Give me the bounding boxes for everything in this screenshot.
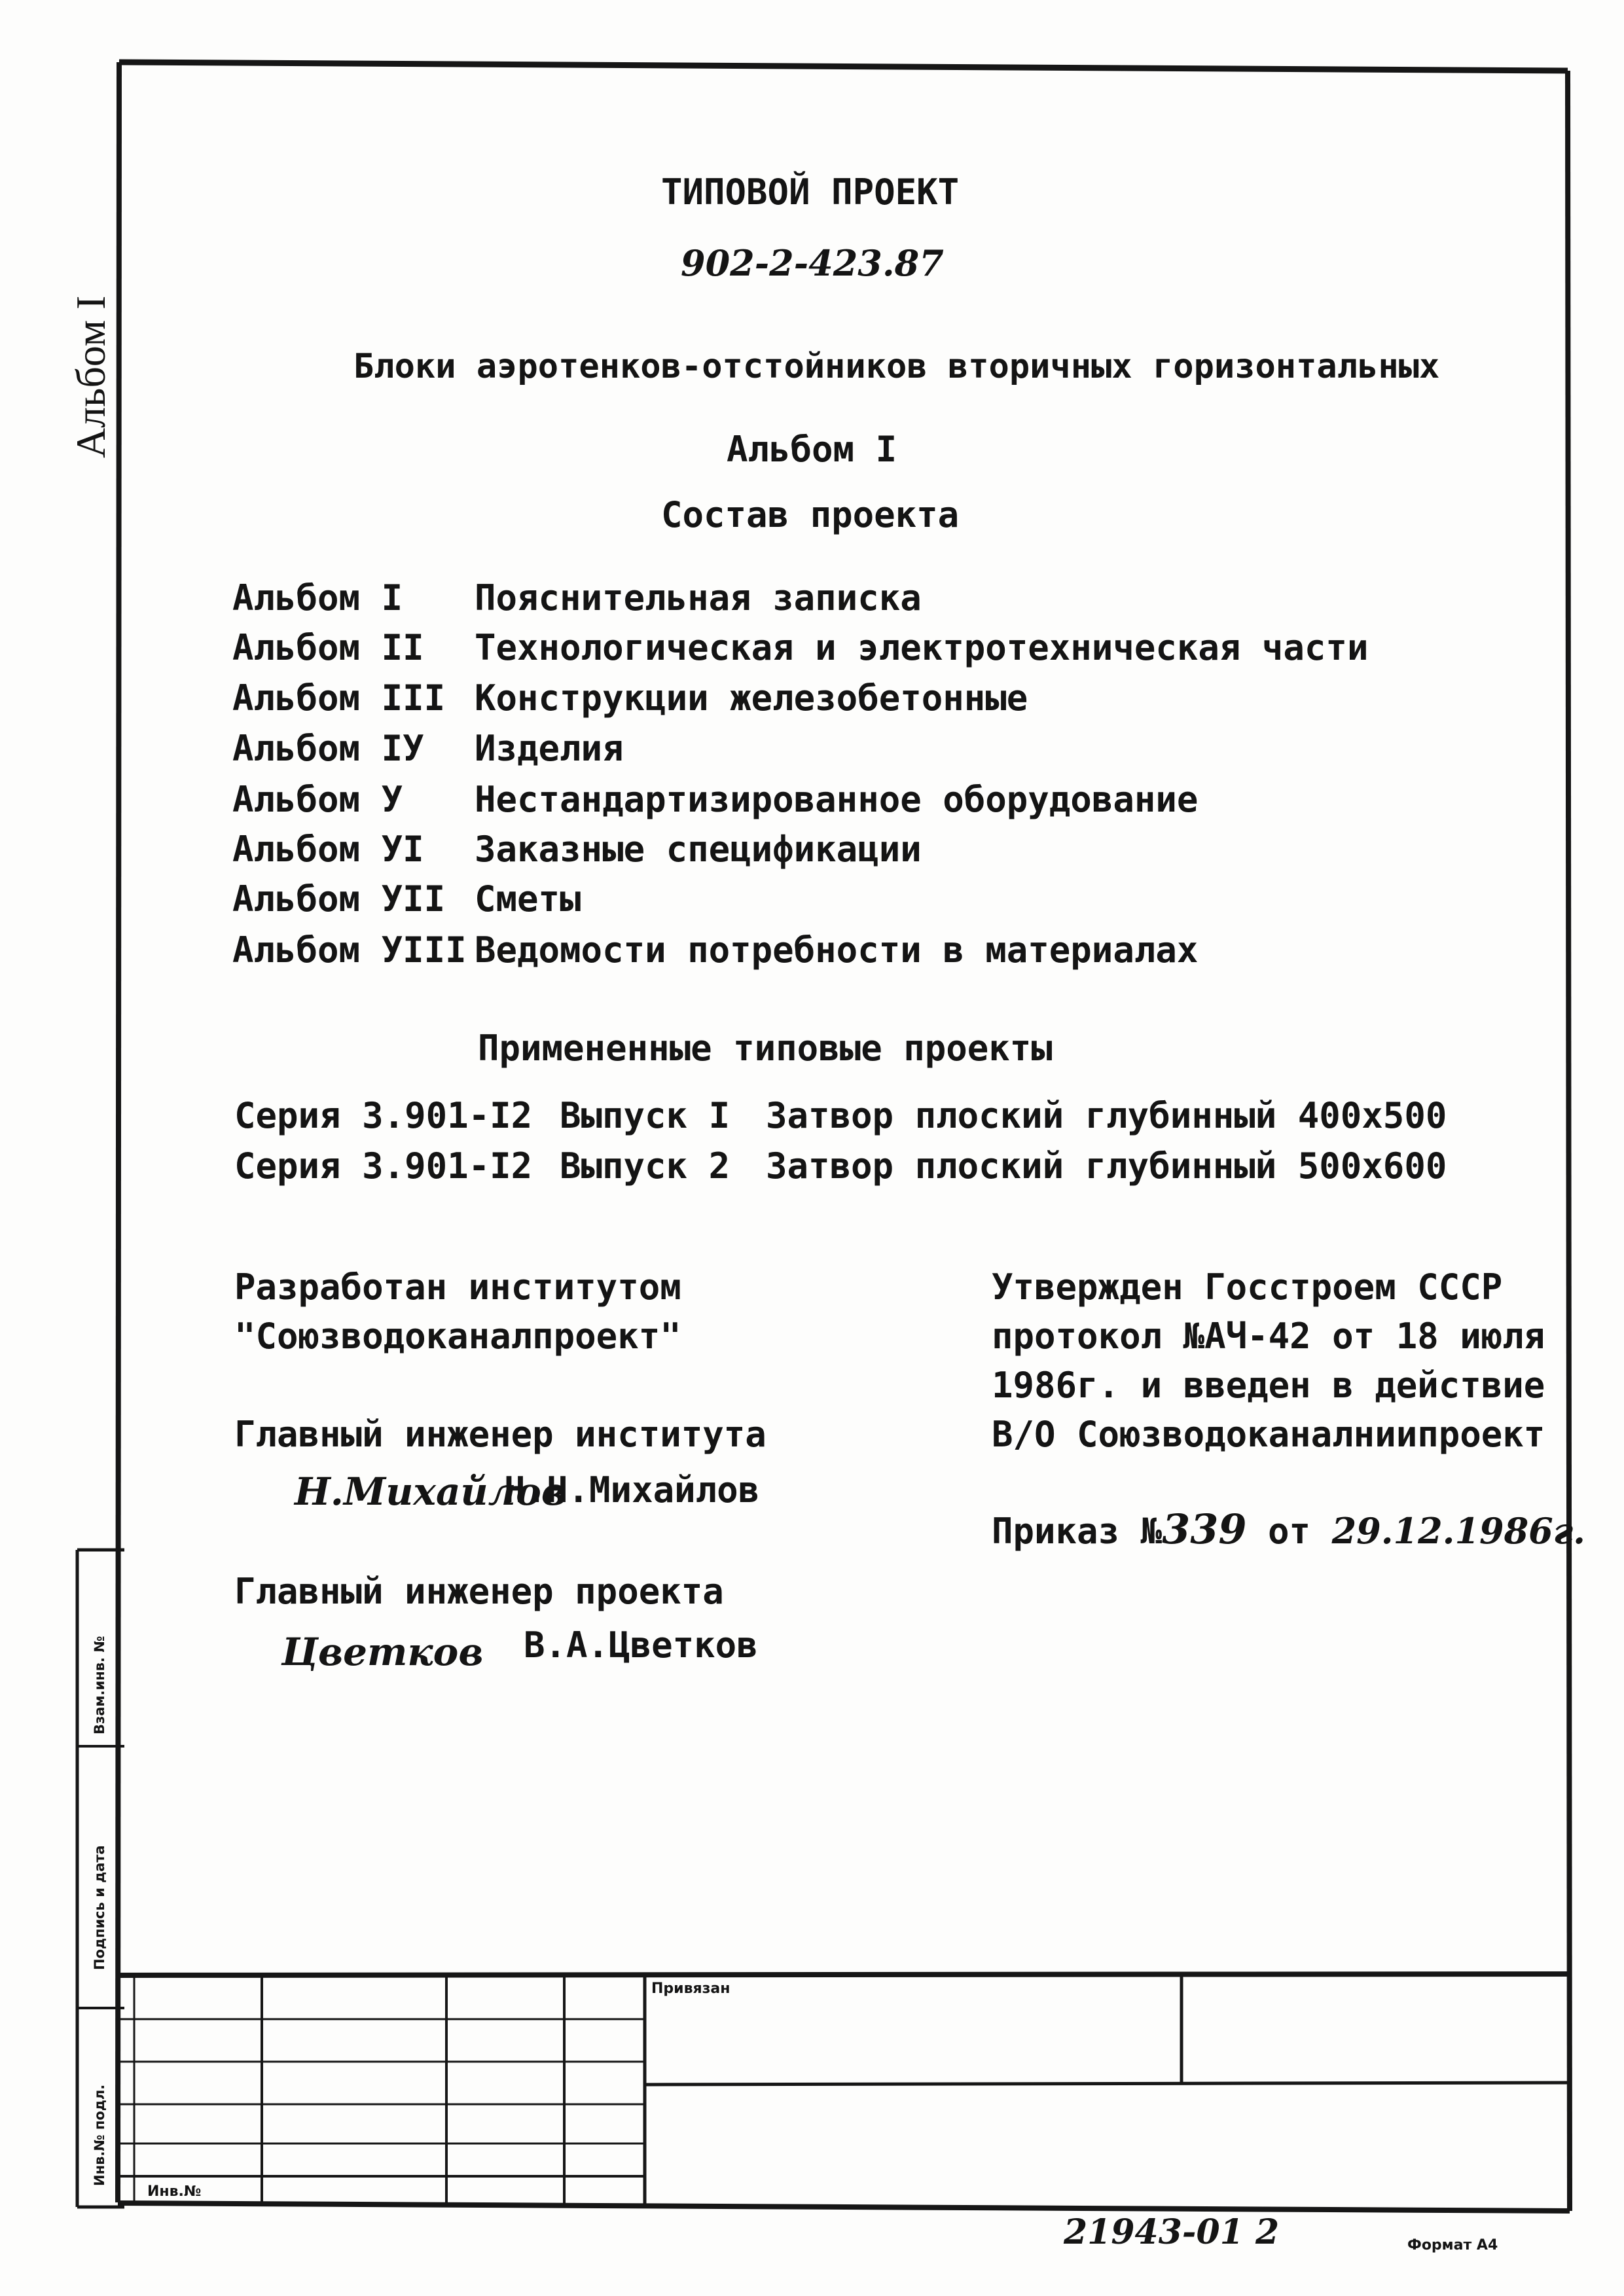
contents-album: Альбом УIII — [232, 929, 467, 971]
order-number: 339 — [1162, 1505, 1247, 1553]
chief-engineer-project-signature: Цветков — [281, 1630, 484, 1674]
contents-title: Пояснительная записка — [475, 577, 922, 619]
developer-line2: "Союзводоканалпроект" — [234, 1316, 681, 1357]
contents-title: Конструкции железобетонные — [475, 677, 1028, 719]
applied-series: Серия 3.901-I2 — [234, 1145, 533, 1187]
contents-title: Изделия — [475, 728, 624, 769]
contents-album: Альбом IУ — [232, 728, 424, 769]
approval-line4: В/О Союзводоканалниипроект — [992, 1414, 1545, 1455]
doc-title: ТИПОВОЙ ПРОЕКТ — [661, 171, 960, 213]
title-block-inv-label: Инв.№ — [147, 2183, 202, 2200]
chief-engineer-project-name: В.А.Цветков — [524, 1624, 758, 1666]
contents-album: Альбом II — [232, 627, 424, 668]
contents-album: Альбом I — [232, 577, 403, 619]
contents-heading: Состав проекта — [661, 494, 960, 535]
contents-album: Альбом У — [232, 779, 403, 820]
stamp-inv-original: Инв.№ подл. — [92, 2084, 107, 2186]
approval-line3: 1986г. и введен в действие — [992, 1365, 1545, 1406]
footer-doc-number: 21943-01 2 — [1064, 2212, 1280, 2252]
project-subject: Блоки аэротенков-отстойников вторичных горизонтальных — [353, 347, 1440, 386]
applied-projects-heading: Примененные типовые проекты — [478, 1028, 1053, 1069]
applied-issue: Выпуск I — [560, 1095, 731, 1136]
chief-engineer-institute-name: Н.Н.Михайлов — [504, 1469, 760, 1511]
side-album-label: Альбом I — [67, 295, 114, 458]
title-block-tied-label: Привязан — [651, 1981, 731, 1997]
applied-desc: Затвор плоский глубинный 500x600 — [766, 1145, 1447, 1187]
contents-album: Альбом УI — [232, 829, 424, 870]
applied-series: Серия 3.901-I2 — [234, 1095, 533, 1136]
contents-title: Нестандартизированное оборудование — [475, 779, 1199, 820]
contents-title: Заказные спецификации — [475, 829, 922, 870]
stamp-replaced-inv: Взам.инв. № — [92, 1636, 107, 1734]
approval-line2: протокол №АЧ-42 от 18 июля — [992, 1316, 1545, 1357]
chief-engineer-institute-signature: Н.Михайлов — [295, 1469, 566, 1514]
chief-engineer-institute-title: Главный инженер института — [234, 1414, 767, 1455]
album-heading: Альбом I — [727, 429, 897, 470]
contents-album: Альбом III — [232, 677, 446, 719]
contents-title: Ведомости потребности в материалах — [475, 929, 1199, 971]
developer-line1: Разработан институтом — [234, 1266, 681, 1308]
footer-format: Формат А4 — [1407, 2237, 1498, 2253]
applied-desc: Затвор плоский глубинный 400x500 — [766, 1095, 1447, 1136]
order-date: 29.12.1986г. — [1331, 1510, 1585, 1552]
contents-album: Альбом УII — [232, 878, 446, 920]
contents-title: Сметы — [475, 878, 581, 920]
order-mid: от — [1246, 1511, 1332, 1552]
applied-issue: Выпуск 2 — [560, 1145, 731, 1187]
project-number: 902-2-423.87 — [681, 242, 944, 284]
chief-engineer-project-title: Главный инженер проекта — [234, 1571, 724, 1612]
contents-title: Технологическая и электротехническая части — [475, 627, 1369, 668]
order-prefix: Приказ № — [992, 1511, 1163, 1552]
stamp-signature-date: Подпись и дата — [92, 1845, 107, 1970]
order-line — [992, 1505, 1585, 1553]
approval-line1: Утвержден Госстроем СССР — [992, 1266, 1503, 1308]
